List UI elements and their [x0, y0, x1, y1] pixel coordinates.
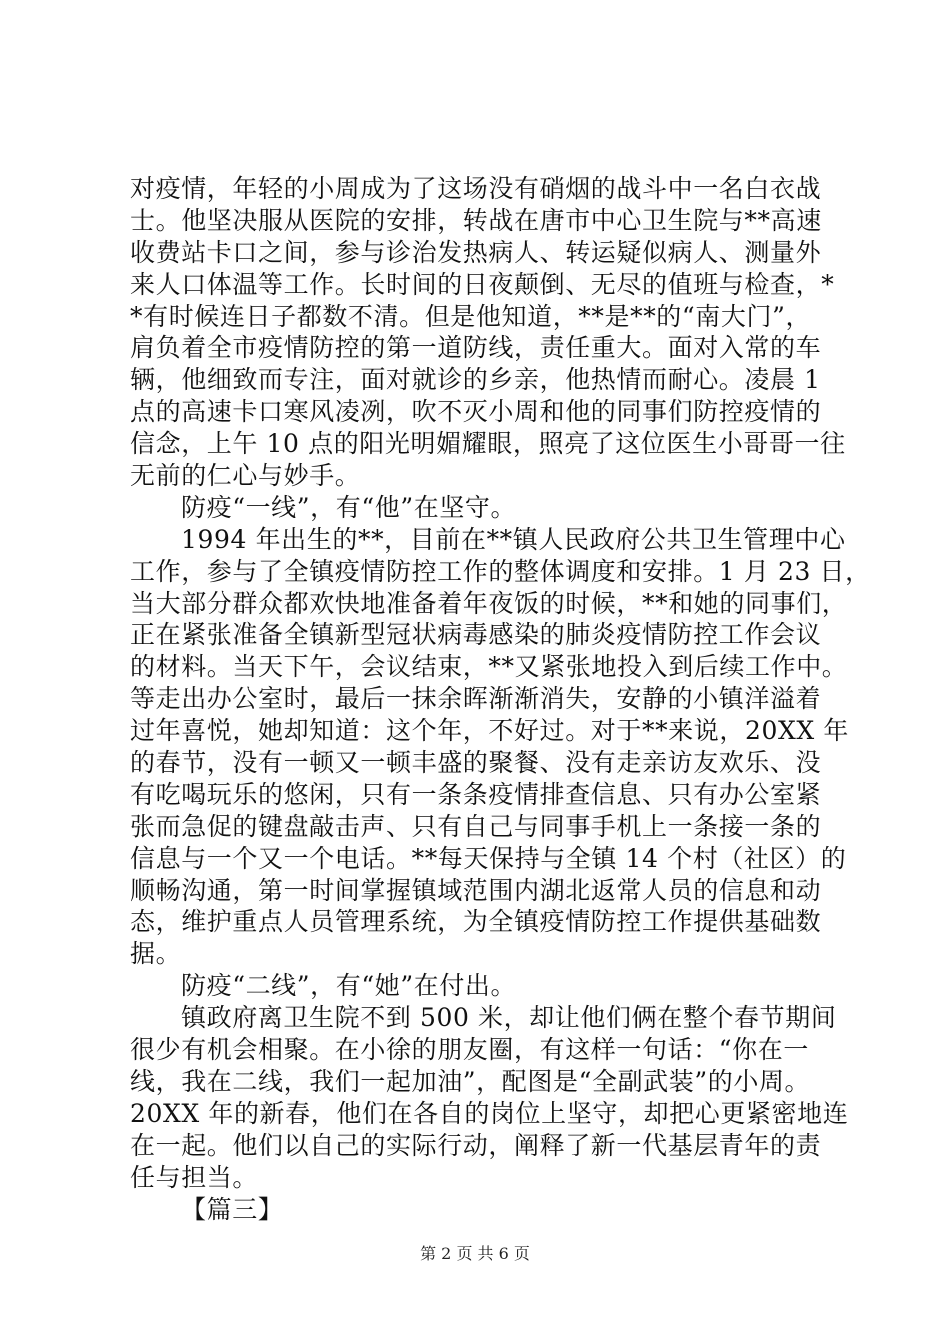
text-line: 有吃喝玩乐的悠闲，只有一条条疫情排查信息、只有办公室紧	[130, 779, 822, 809]
text-line: 工作，参与了全镇疫情防控工作的整体调度和安排。1 月 23 日，	[130, 556, 871, 586]
section-title-line: 【篇三】	[181, 1194, 284, 1224]
text-line: 无前的仁心与妙手。	[130, 461, 361, 491]
paragraph-start-line: 镇政府离卫生院不到 500 米，却让他们俩在整个春节期间	[181, 1003, 837, 1033]
text-line: 来人口体温等工作。长时间的日夜颠倒、无尽的值班与检查，*	[130, 269, 835, 299]
text-line: 的春节，没有一顿又一顿丰盛的聚餐、没有走亲访友欢乐、没	[130, 748, 822, 778]
paragraph-start-line: 1994 年出生的**，目前在**镇人民政府公共卫生管理中心	[181, 524, 846, 554]
text-line: 在一起。他们以自己的实际行动，阐释了新一代基层青年的责	[130, 1130, 822, 1160]
text-line: 等走出办公室时，最后一抹余晖渐渐消失，安静的小镇洋溢着	[130, 684, 822, 714]
text-line: 士。他坚决服从医院的安排，转战在唐市中心卫生院与**高速	[130, 205, 822, 235]
text-line: 很少有机会相聚。在小徐的朋友圈，有这样一句话：“你在一	[130, 1035, 809, 1065]
text-line: 肩负着全市疫情防控的第一道防线，责任重大。面对入常的车	[130, 333, 822, 363]
section-heading-line: 防疫“一线”，有“他”在坚守。	[181, 492, 517, 522]
text-line: 据。	[130, 939, 182, 969]
text-line: 20XX 年的新春，他们在各自的岗位上坚守，却把心更紧密地连	[130, 1098, 849, 1128]
document-body	[130, 173, 871, 1225]
text-line: 顺畅沟通，第一时间掌握镇域范围内湖北返常人员的信息和动	[130, 875, 822, 905]
text-line: 的材料。当天下午，会议结束，**又紧张地投入到后续工作中。	[130, 652, 848, 682]
text-line: 态，维护重点人员管理系统，为全镇疫情防控工作提供基础数	[130, 907, 822, 937]
text-line: 信息与一个又一个电话。**每天保持与全镇 14 个村（社区）的	[130, 843, 847, 873]
text-line: 正在紧张准备全镇新型冠状病毒感染的肺炎疫情防控工作会议	[130, 620, 822, 650]
text-line: *有时候连日子都数不清。但是他知道，**是**的“南大门”，	[130, 301, 812, 331]
page-number-footer: 第 2 页 共 6 页	[420, 1244, 530, 1263]
text-line: 当大部分群众都欢快地准备着年夜饭的时候，**和她的同事们，	[130, 588, 848, 618]
section-heading-line: 防疫“二线”，有“她”在付出。	[181, 971, 517, 1001]
text-line: 张而急促的键盘敲击声、只有自己与同事手机上一条接一条的	[130, 811, 822, 841]
text-line: 点的高速卡口寒风凌冽，吹不灭小周和他的同事们防控疫情的	[130, 397, 822, 427]
text-line: 辆，他细致而专注，面对就诊的乡亲，他热情而耐心。凌晨 1	[130, 365, 821, 395]
text-line: 信念，上午 10 点的阳光明媚耀眼，照亮了这位医生小哥哥一往	[130, 429, 846, 459]
text-line: 对疫情，年轻的小周成为了这场没有硝烟的战斗中一名白衣战	[130, 174, 822, 203]
text-line: 任与担当。	[130, 1162, 259, 1192]
text-line: 收费站卡口之间，参与诊治发热病人、转运疑似病人、测量外	[130, 237, 822, 267]
text-line: 线，我在二线，我们一起加油”，配图是“全副武装”的小周。	[130, 1066, 811, 1096]
text-line: 过年喜悦，她却知道：这个年，不好过。对于**来说，20XX 年	[130, 716, 849, 746]
